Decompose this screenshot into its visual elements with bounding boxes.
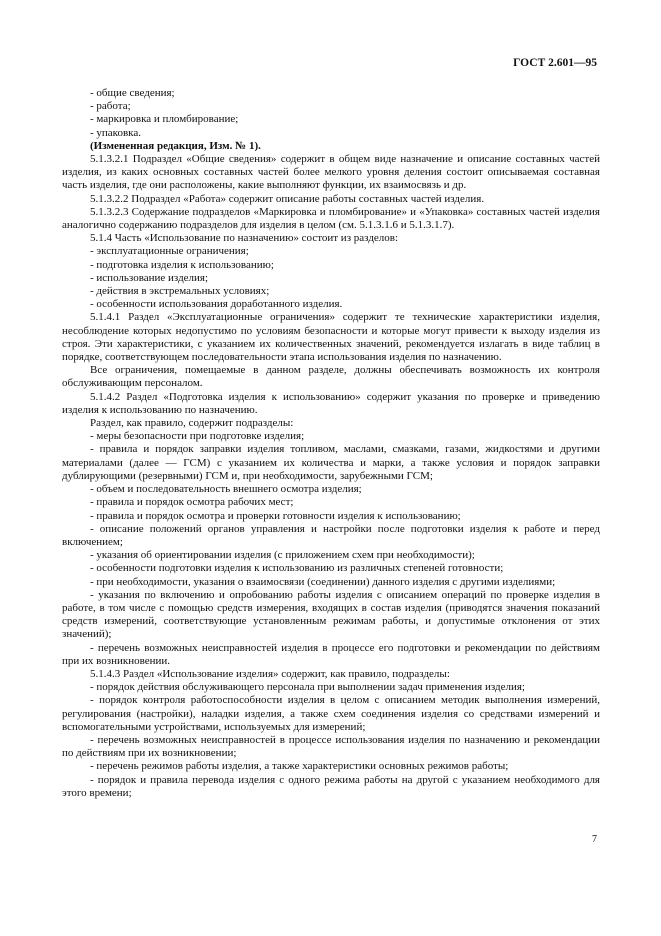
- list-item: - подготовка изделия к использованию;: [90, 258, 274, 271]
- list-item: - эксплуатационные ограничения;: [90, 245, 249, 258]
- document-body: [62, 87, 600, 800]
- document-header: ГОСТ 2.601—95: [513, 57, 597, 69]
- list-item: - перечень возможных неисправностей изделия в процессе его подготовки и рекомендации по действиям при их возникновении.: [62, 641, 600, 667]
- list-item: - меры безопасности при подготовке изделия;: [90, 430, 305, 443]
- paragraph: 5.1.4 Часть «Использование по назначению» состоит из разделов:: [90, 232, 399, 245]
- list-item: - маркировка и пломбирование;: [90, 113, 239, 126]
- list-item: - порядок и правила перевода изделия с одного режима работы на другой с указанием необходимого для этого времени;: [62, 773, 600, 799]
- list-item: - перечень возможных неисправностей в процессе использования изделия по назначению и рекомендации по действиям при их возникновении;: [62, 733, 600, 760]
- paragraph: 5.1.3.2.1 Подраздел «Общие сведения» содержит в общем виде назначение и описание составных частей изделия, из каких основных составных частей более мелкого уровня деления состоит описываемая составная часть изделия, где они расположены, какие выполняют функции, их взаимосвязь и др.: [62, 153, 600, 192]
- paragraph: 5.1.4.2 Раздел «Подготовка изделия к использованию» содержит указания по проверке и приведению изделия к использованию по назначению.: [62, 390, 600, 416]
- paragraph: 5.1.3.2.2 Подраздел «Работа» содержит описание работы составных частей изделия.: [90, 192, 485, 205]
- list-item: - общие сведения;: [90, 87, 175, 99]
- paragraph: Все ограничения, помещаемые в данном разделе, должны обеспечивать возможность их контроля обслуживающим персоналом.: [62, 364, 600, 390]
- list-item: - особенности использования доработанного изделия.: [90, 298, 343, 311]
- paragraph: 5.1.3.2.3 Содержание подразделов «Маркировка и пломбирование» и «Упаковка» составных частей изделия аналогично содержанию подразделов для изделия в целом (см. 5.1.3.1.6 и 5.1.3.1.7).: [62, 205, 600, 232]
- list-item: - упаковка.: [90, 126, 141, 139]
- list-item: - указания об ориентировании изделия (с приложением схем при необходимости);: [90, 549, 475, 562]
- list-item: - правила и порядок заправки изделия топливом, маслами, смазками, газами, жидкостями и другими материалами (далее — ГСМ) с указанием их количества и марки, а также условия и порядок заправки дублирующими (резервными) ГСМ и, при необходимости, зарубежными ГСМ;: [62, 443, 600, 482]
- list-item: - правила и порядок осмотра рабочих мест;: [90, 496, 294, 509]
- list-item: - порядок действия обслуживающего персонала при выполнении задач применения изделия;: [90, 681, 525, 694]
- list-item: - указания по включению и опробованию работы изделия с описанием операций по проверке изделия в работе, в том числе с помощью средств измерения, входящих в состав изделия (приводятся значения показаний средств измерений, соответствующие установленным режимам работы, и допустимые отклонения от этих значений);: [62, 588, 600, 641]
- list-item: - перечень режимов работы изделия, а также характеристики основных режимов работы;: [90, 760, 509, 773]
- list-item: - действия в экстремальных условиях;: [90, 285, 270, 298]
- list-item: - порядок контроля работоспособности изделия в целом с описанием методик выполнения измерений, регулирования (настройки), наладки изделия, а также схем соединения изделия со средствами измерений и вспомогательными устройствами, используемых для измерений;: [62, 694, 600, 733]
- paragraph: Раздел, как правило, содержит подразделы:: [90, 417, 294, 430]
- list-item: - особенности подготовки изделия к использованию из различных степеней готовности;: [90, 562, 504, 575]
- list-item: - работа;: [90, 100, 131, 113]
- amendment-note: (Измененная редакция, Изм. № 1).: [90, 139, 261, 152]
- list-item: - при необходимости, указания о взаимосвязи (соединении) данного изделия с другими изделиями;: [90, 575, 556, 588]
- paragraph: 5.1.4.1 Раздел «Эксплуатационные ограничения» содержит те технические характеристики изделия, несоблюдение которых недопустимо по условиям безопасности и которые могут привести к выходу изделия из строя. Эти характеристики, с указанием их количественных значений, рекомендуется излагать в виде таблиц в порядке, соответствующем последовательности этапа использования изделия по назначению.: [62, 311, 600, 364]
- list-item: - объем и последовательность внешнего осмотра изделия;: [90, 483, 362, 496]
- paragraph: 5.1.4.3 Раздел «Использование изделия» содержит, как правило, подразделы:: [90, 667, 450, 680]
- list-item: - описание положений органов управления и настройки после подготовки изделия к работе и перед включением;: [62, 522, 600, 548]
- list-item: - правила и порядок осмотра и проверки готовности изделия к использованию;: [90, 509, 461, 522]
- page-number: 7: [592, 834, 597, 845]
- list-item: - использование изделия;: [90, 271, 209, 284]
